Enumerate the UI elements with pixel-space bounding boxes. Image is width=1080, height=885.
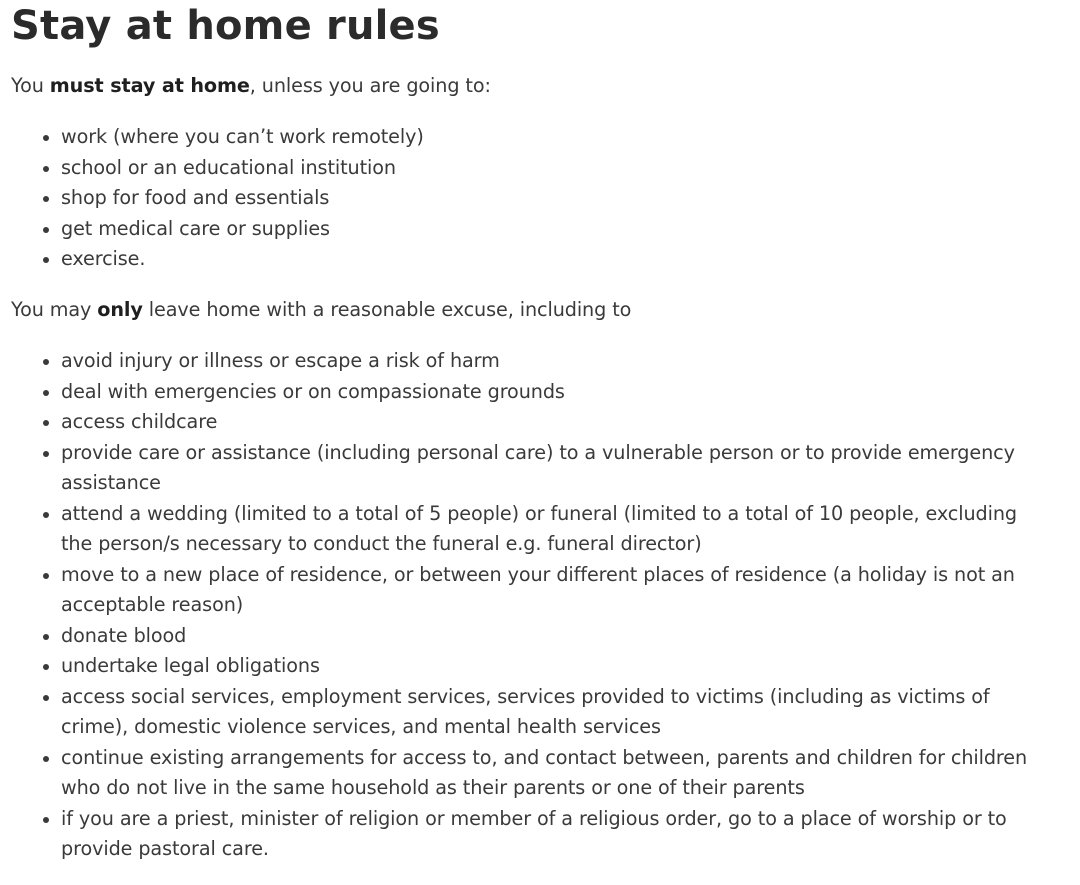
list-item-text: shop for food and essentials — [61, 186, 330, 209]
list-item — [11, 122, 1031, 153]
reasonable-excuses-list — [11, 346, 1031, 865]
intro-paragraph-reasonable-excuse — [11, 295, 631, 326]
intro2-bold-text: only — [97, 298, 143, 321]
intro2-text-before: You may — [11, 298, 98, 321]
allowed-reasons-list — [11, 122, 1031, 275]
list-item-text: undertake legal obligations — [61, 654, 320, 677]
intro1-bold-text: must stay at home — [49, 74, 250, 97]
intro1-text-after: , unless you are going to: — [249, 74, 491, 97]
list-item — [11, 346, 1031, 377]
list-item — [11, 499, 1031, 560]
list-item — [11, 407, 1031, 438]
list-item — [11, 651, 1031, 682]
list-item — [11, 560, 1031, 621]
list-item-text: exercise. — [61, 247, 146, 270]
list-item-text: move to a new place of residence, or between your different places of residence (a holiday is not an acceptable reason) — [61, 562, 1015, 616]
list-item-text: access childcare — [61, 410, 218, 433]
intro-paragraph-must-stay-home — [11, 71, 491, 102]
list-item — [11, 804, 1031, 865]
list-item — [11, 743, 1031, 804]
list-item — [11, 682, 1031, 743]
list-item-text: attend a wedding (limited to a total of 5 people) or funeral (limited to a total of 10 people, excluding the person/s necessary to conduct the funeral e.g. funeral director) — [61, 501, 1018, 555]
list-item — [11, 183, 1031, 214]
intro1-text-before: You — [11, 74, 50, 97]
list-item-text: deal with emergencies or on compassionate grounds — [61, 379, 565, 403]
list-item-text: if you are a priest, minister of religion or member of a religious order, go to a place of worship or to provide pastoral care. — [61, 806, 1007, 860]
list-item-text: provide care or assistance (including personal care) to a vulnerable person or to provide emergency assistance — [61, 440, 1015, 494]
list-item-text: work (where you can’t work remotely) — [61, 125, 424, 148]
list-item — [11, 244, 1031, 275]
list-item — [11, 621, 1031, 652]
list-item — [11, 153, 1031, 184]
list-item-text: avoid injury or illness or escape a risk of harm — [61, 349, 500, 372]
list-item — [11, 377, 1031, 408]
list-item — [11, 438, 1031, 499]
intro2-text-after: leave home with a reasonable excuse, including to — [142, 298, 632, 321]
list-item-text: continue existing arrangements for access to, and contact between, parents and children for children who do not live in the same household as their parents or one of their parents — [61, 745, 1028, 799]
list-item — [11, 214, 1031, 245]
list-item-text: school or an educational institution — [61, 155, 396, 179]
list-item-text: access social services, employment services, services provided to victims (including as victims of crime), domestic violence services, and mental health services — [61, 684, 990, 738]
list-item-text: get medical care or supplies — [61, 216, 330, 240]
page-title: Stay at home rules — [11, 3, 440, 49]
list-item-text: donate blood — [61, 623, 187, 647]
